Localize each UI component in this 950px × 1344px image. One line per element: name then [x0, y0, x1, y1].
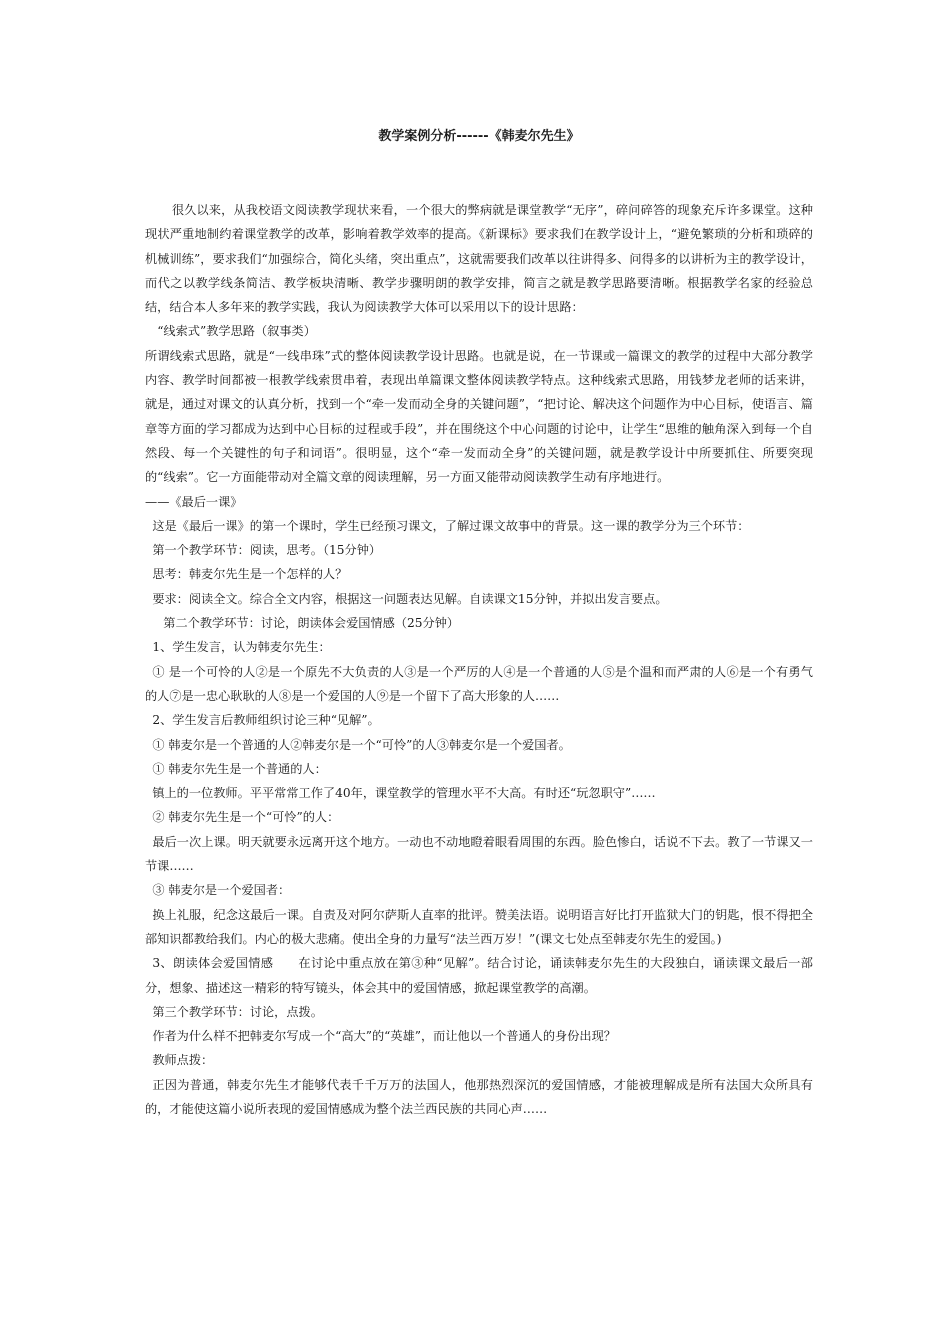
paragraph-view-ordinary-detail: 镇上的一位教师。平平常常工作了40年，课堂教学的管理水平不大高。有时还“玩忽职守”…… — [152, 786, 656, 801]
paragraph-step-three: 第三个教学环节：讨论，点拨。 — [152, 1004, 323, 1019]
paragraph-view-patriot-detail: 换上礼服，纪念这最后一课。自责及对阿尔萨斯人直率的批评。赞美法语。说明语言好比打开监狱大门的钥匙，恨不得把全部知识都教给我们。内心的极大悲痛。使出全身的力量写“法兰西万岁！”(课文七处点至韩麦尔先生的爱国。) — [145, 907, 813, 946]
document-title: 教学案例分析------《韩麦尔先生》 — [378, 129, 580, 144]
document-body — [145, 198, 813, 1121]
paragraph-view-patriot: ③ 韩麦尔是一个爱国者： — [152, 883, 291, 898]
paragraph-step-two-item-1: 1、学生发言，认为韩麦尔先生： — [152, 640, 331, 655]
paragraph-step-two-item-2: 2、学生发言后教师组织讨论三种“见解”。 — [152, 713, 380, 728]
paragraph-lesson-overview: 这是《最后一课》的第一个课时，学生已经预习课文，了解过课文故事中的背景。这一课的教学分为三个环节： — [152, 518, 750, 533]
paragraph-view-pitiful-detail: 最后一次上课。明天就要永远离开这个地方。一动也不动地瞪着眼看周围的东西。脸色惨白，话说不下去。教了一节课又一节课…… — [145, 834, 813, 874]
paragraph-view-ordinary: ① 韩麦尔先生是一个普通的人： — [152, 761, 327, 776]
paragraph-step-two: 第二个教学环节：讨论，朗读体会爱国情感（25分钟） — [163, 616, 460, 631]
paragraph-step-one-requirement: 要求：阅读全文。综合全文内容，根据这一问题表达见解。自读课文15分钟，并拟出发言要点。 — [152, 591, 668, 606]
paragraph-step-one-question: 思考：韩麦尔先生是一个怎样的人？ — [152, 567, 348, 582]
paragraph-teacher-guidance: 教师点拨： — [152, 1053, 214, 1068]
paragraph-heading-thread: “线索式”教学思路（叙事类） — [157, 324, 316, 339]
paragraph-lesson-reference: ——《最后一课》 — [145, 494, 243, 509]
paragraph-three-views: ① 韩麦尔是一个普通的人②韩麦尔是一个“可怜”的人③韩麦尔是一个爱国者。 — [152, 737, 571, 752]
paragraph-step-one: 第一个教学环节：阅读，思考。（15分钟） — [152, 543, 382, 558]
paragraph-step-two-item-3: 3、朗读体会爱国情感 在讨论中重点放在第③种“见解”。结合讨论，诵读韩麦尔先生的大段独白，诵读课文最后一部分，想象、描述这一精彩的特写镜头，体会其中的爱国情感，掀起课堂教学的高潮。 — [145, 956, 813, 995]
paragraph-view-pitiful: ② 韩麦尔先生是一个“可怜”的人： — [152, 810, 340, 825]
paragraph-intro: 很久以来，从我校语文阅读教学现状来看，一个很大的弊病就是课堂教学“无序”，碎问碎答的现象充斥许多课堂。这种现状严重地制约着课堂教学的改革，影响着教学效率的提高。《新课标》要求我们在教学设计上，“避免繁琐的分析和琐碎的机械训练”，要求我们“加强综合，简化头绪，突出重点”，这就需要我们改革以往讲得多、问得多的以讲析为主的教学设计，而代之以教学线条简洁、教学板块清晰、教学步骤明朗的教学安排，简言之就是教学思路要清晰。根据教学名家的经验总结，结合本人多年来的教学实践，我认为阅读教学大体可以采用以下的设计思路： — [145, 203, 813, 315]
paragraph-thread-explanation: 所谓线索式思路，就是“一线串珠”式的整体阅读教学设计思路。也就是说，在一节课或一篇课文的教学的过程中大部分教学内容、教学时间都被一根教学线索贯串着，表现出单篇课文整体阅读教学特点。这种线索式思路，用钱梦龙老师的话来讲，就是，通过对课文的认真分析，找到一个“牵一发而动全身的关键问题”，“把讨论、解决这个问题作为中心目标，使语言、篇章等方面的学习都成为达到中心目标的过程或手段”，并在围绕这个中心问题的讨论中，让学生“思维的触角深入到每一个自然段、每一个关键性的句子和词语”。很明显，这个“牵一发而动全身”的关键问题，就是教学设计中所要抓住、所要突现的“线索”。它一方面能带动对全篇文章的阅读理解，另一方面又能带动阅读教学生动有序地进行。 — [145, 348, 813, 485]
paragraph-step-three-question: 作者为什么样不把韩麦尔写成一个“高大”的“英雄”，而让他以一个普通人的身份出现？ — [152, 1029, 616, 1044]
paragraph-conclusion: 正因为普通，韩麦尔先生才能够代表千千万万的法国人，他那热烈深沉的爱国情感，才能被理解成是所有法国大众所具有的，才能使这篇小说所表现的爱国情感成为整个法兰西民族的共同心声…… — [145, 1077, 813, 1116]
paragraph-student-views: ① 是一个可怜的人②是一个原先不大负责的人③是一个严厉的人④是一个普通的人⑤是个温和而严肃的人⑥是一个有勇气的人⑦是一忠心耿耿的人⑧是一个爱国的人⑨是一个留下了高大形象的人…… — [145, 664, 813, 703]
